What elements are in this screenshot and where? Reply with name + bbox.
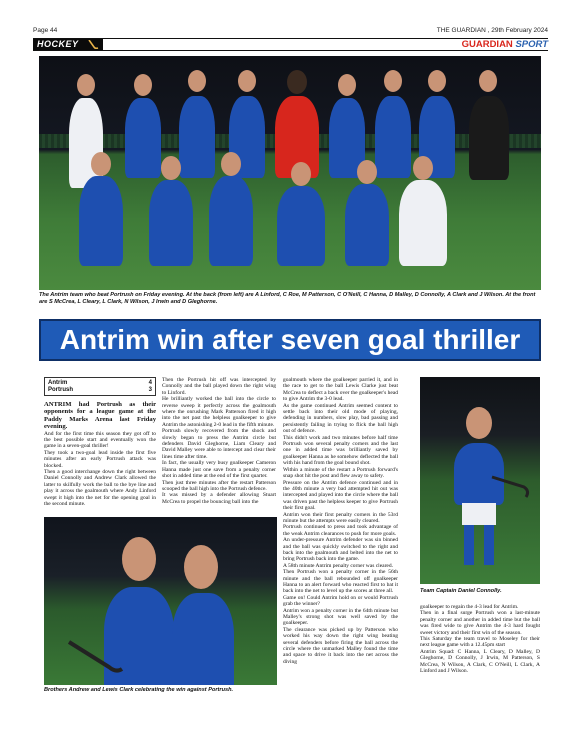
player-head [122,537,156,581]
brothers-photo [44,517,277,685]
player-head [188,70,206,92]
article-paragraph: Antrim won a penalty corner in the 64th minute but Malley's strong shot was well saved by the goalkeeper. [283,607,398,627]
player-head [479,70,497,92]
article-paragraph: goalmouth where the goalkeeper parried it, and in the race to get to the ball Lewis Clarke just beat McCrea to deflect a back over the goalkeeper's head to give Antrim the 3-0 lead. [283,377,398,403]
hockey-stick-icon [490,473,530,503]
score-team: Portrush [48,387,74,393]
player-figure [399,180,447,266]
section-label: HOCKEY [37,39,79,49]
player-head [161,156,181,180]
article-paragraph: An under-pressure Antrim defender was sin binned and the ball was quickly switched to the right and back into the goalmouth and belted into the net to bring Portrush back into the game. [283,537,398,563]
article-paragraph: They took a two-goal lead inside the first five minutes after an early Portrush attack was blocked. [44,449,156,469]
page-number: Page 44 [33,27,58,34]
article-paragraph: Pressure on the Antrim defence continued and in the 40th minute a very bad attempted hit out was intercepted and played into the circle where the ball was driven past the helpless keeper to give Portrush their first goal. [283,479,398,512]
hockey-stick-icon [87,40,99,49]
hockey-stick-icon [64,637,124,677]
player-head [221,152,241,176]
player-head [357,160,377,184]
player-figure [172,593,234,685]
article-paragraph: Antrim Squad: C Hanna, L Cleary, D Malley, D Gleghorne, D Connolly, J Irwin, M Patterson, S McCrea, N Wilson, A Clark, C O'Neill, L Clark, A Linford and J Wilson. [420,648,540,675]
player-shorts [462,503,496,525]
player-head [413,156,433,180]
score-value: 4 [148,380,152,386]
player-figure [79,176,123,266]
headline: Antrim win after seven goal thriller [59,324,521,355]
player-head [184,545,218,589]
article-paragraph: He brilliantly worked the ball into the circle to reverse sweep it perfectly across the goalmouth where the onrushing Mark Patterson fired it high into the net past the helpless goalkeeper to give Antrim the astonishing 2-0 lead in the fifth minute. [162,396,276,428]
player-figure [277,186,325,266]
article-paragraph: As the game continued Antrim seemed content to settle back into their old mode of playing, defending in numbers, slow play, bad passing and persistently failing in trying to flick the ball high out of defence. [283,402,398,435]
article-paragraph: And for the first time this season they got off to the best possible start and eventually won the game in a seven-goal thriller! [44,430,156,450]
article-paragraph: Then just three minutes after the restart Patterson scooped the ball high into the Portrush defence. [162,479,276,492]
article-paragraph: A 58th minute Antrim penalty corner was cleared. [283,562,393,569]
article-paragraph: The clearance was picked up by Patterson who worked his way down the right wing beating several defenders before firing the ball across the circle where the unmarked Malley found the time and space to drive it back into the net across the diving [283,626,398,665]
team-photo-caption: The Antrim team who beat Portrush on Friday evening. At the back (from left) are A Linford, C Roe, M Patterson, C O'Neill, C Hanna, D Malley, D Connolly, A Clark and J Wilson. At the front are S McCrea, L Cleary, L Clark, N Wilson, J Irwin and D Gleghorne. [39,292,536,305]
section-bar [33,38,548,51]
player-head [428,70,446,92]
score-row [48,387,152,394]
article-column-1 [44,401,156,509]
article-paragraph: Portrush slowly recovered from the shock and slowly began to press the Antrim circle but defenders David Gleghorne, Liam Cleary and David Malley were able to intercept and clear their lines time after time. [162,428,276,460]
player-head [134,74,152,96]
player-head [77,74,95,96]
score-row [48,380,152,387]
article-paragraph: Within a minute of the restart a Portrush forward's snap shot hit the post and flew away to safety. [283,466,398,480]
page-header-line [33,27,548,37]
player-figure [125,98,161,178]
player-figure [375,96,411,178]
article-column-2 [162,377,276,515]
player-head [338,74,356,96]
captain-photo [420,377,540,584]
player-figure [469,96,509,180]
article-lead: ANTRIM had Portrush as their opponents for a league game at the Paddy Marks Arena last Friday evening. [44,401,156,431]
article-paragraph: goalkeeper to regain the 4-3 lead for Antrim. [420,604,519,610]
player-sock [484,525,494,565]
player-head [91,152,111,176]
headline-band [39,319,541,361]
player-head [466,407,492,439]
article-paragraph: Game on! Could Antrim hold on or would Portrush grab the winner? [283,594,398,608]
article-paragraph: Then a good interchange down the right between Daniel Connolly and Andrew Clark allowed the latter to skilfully work the ball to the bye line and play it across the goalmouth where Andy Linford swept it high into the net for the opening goal in the second minute. [44,469,156,508]
brand-sport: SPORT [515,39,548,50]
captain-photo-caption: Team Captain Daniel Connolly. [420,588,502,594]
score-team: Antrim [48,380,68,386]
player-head [384,70,402,92]
player-sock [464,525,474,565]
player-figure [345,184,389,266]
player-head [291,162,311,186]
article-paragraph: In fact, the usually very busy goalkeeper Cameron Hanna made just one save from a penalty corner shot in added time at the end of the first quarter. [162,460,276,480]
score-value: 3 [148,387,152,393]
article-paragraph: This Saturday the team travel to Moseley for their next league game with a 12.45pm start [420,636,540,649]
brand-guardian: GUARDIAN [461,39,513,50]
article-paragraph: This didn't work and two minutes before half time Portrush won several penalty corners and the last one in added time was brilliantly saved by goalkeeper Hanna as he somehow deflected the ball with his hand from the goal bound shot. [283,434,398,467]
section-tab [33,39,103,50]
brand-logo [462,39,548,50]
article-paragraph: It was missed by a defender allowing Stuart McCrea to propel the bouncing ball into the [162,492,276,505]
article-paragraph: Then the Portrush hit off was intercepted by Connolly and the ball played down the right wing to Linford. [162,377,276,396]
player-head [287,70,307,94]
player-figure [179,96,215,178]
brothers-photo-caption: Brothers Andrew and Lewis Clark celebrating the win against Portrush. [44,687,234,693]
article-paragraph: Portrush continued to press and took advantage of the weak Antrim clearances to push for more goals. [283,524,398,537]
score-box [44,377,156,396]
article-column-4 [420,604,540,714]
player-figure [209,176,253,266]
player-figure [149,180,193,266]
article-paragraph: Then in a final surge Portrush won a last-minute penalty corner and another in added time but the ball was fired wide to give Antrim the 4-3 hard fought sweet victory and their first win of the season. [420,610,540,636]
team-photo [39,56,541,290]
article-paragraph: Then Portrush won a penalty corner in the 56th minute and the ball rebounded off goalkeeper Hanna to an alert forward who reacted first to bat it back into the net to level up the scores at three all. [283,569,398,595]
player-head [238,70,256,92]
paper-date: THE GUARDIAN , 29th February 2024 [436,27,548,34]
article-paragraph: Antrim won their first penalty corners in the 53rd minute but the attempts were easily cleared. [283,511,398,524]
article-column-3 [283,377,398,712]
